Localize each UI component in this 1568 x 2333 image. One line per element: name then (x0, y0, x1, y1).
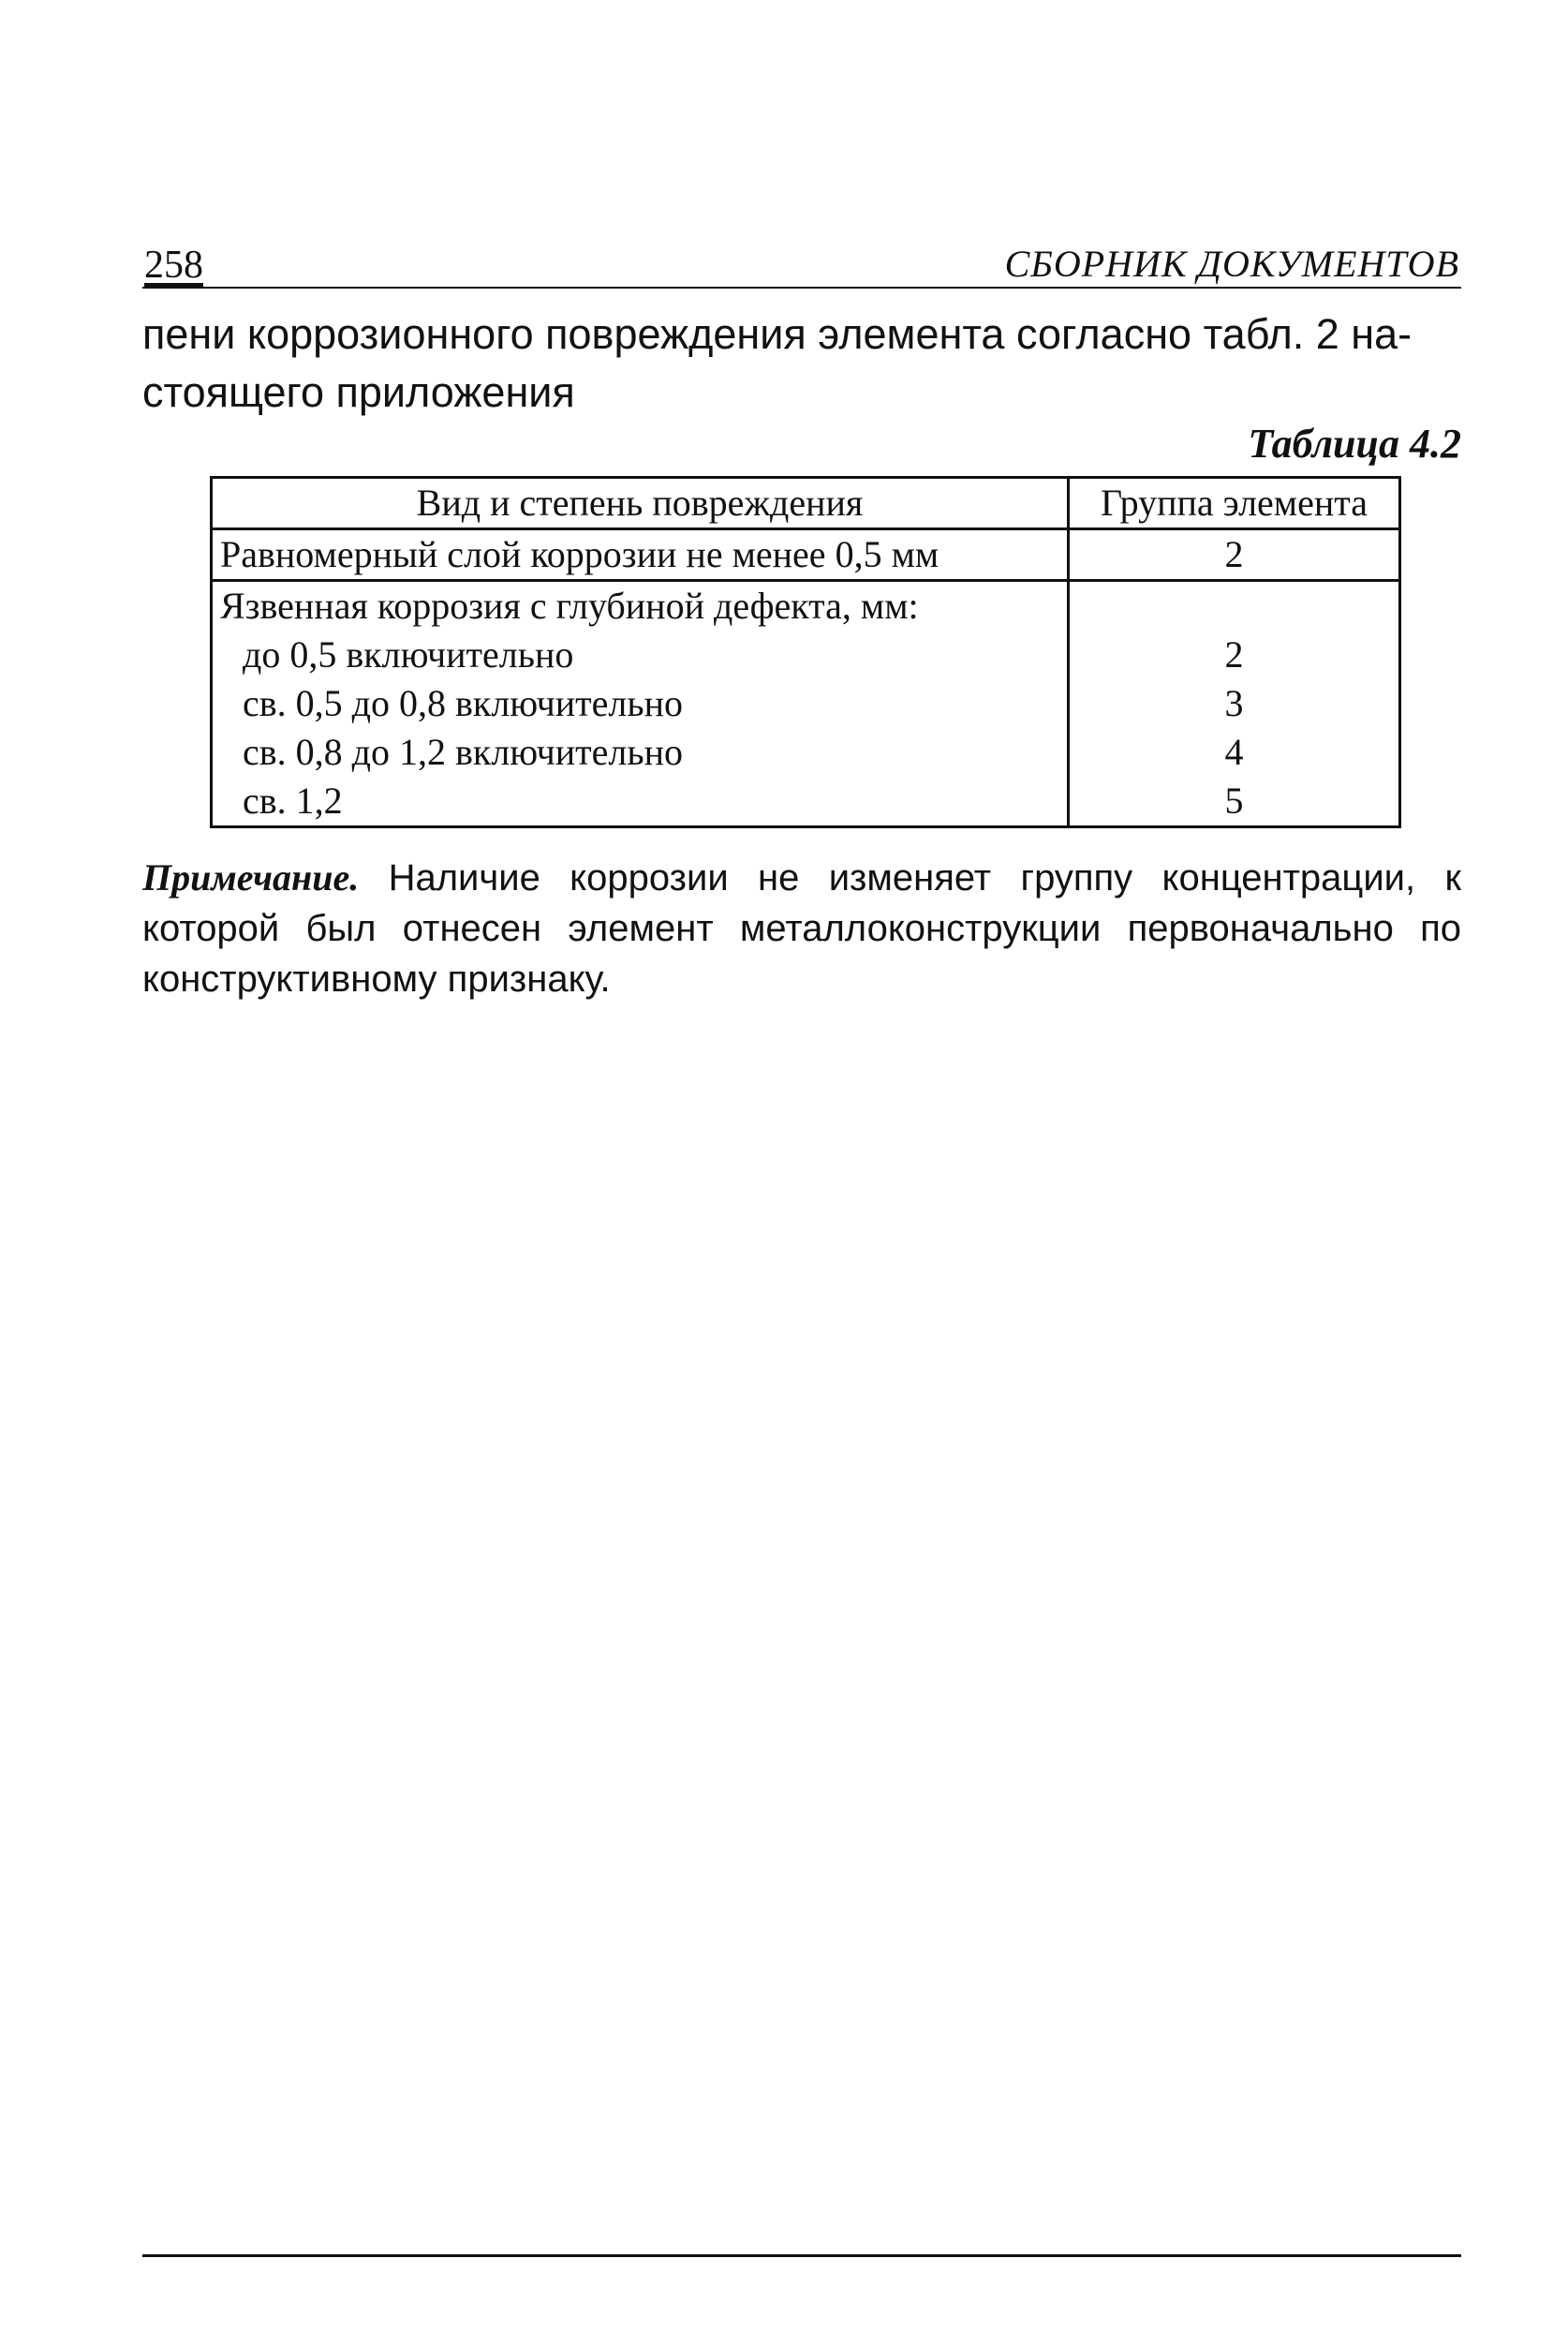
table-cell-value: 3 (1224, 682, 1244, 724)
table-row (212, 581, 1400, 827)
page-number: 258 (144, 244, 203, 287)
table-cell-value: 4 (1224, 731, 1244, 773)
table-cell-subitem: св. 0,5 до 0,8 включительно (243, 682, 683, 724)
table-cell-damage (212, 581, 1069, 827)
table-cell-damage: Равномерный слой коррозии не менее 0,5 мм (212, 529, 1069, 581)
table-header-row (212, 478, 1400, 529)
table-cell-subitem: св. 0,8 до 1,2 включительно (243, 731, 683, 773)
note-paragraph (142, 853, 1461, 1004)
intro-paragraph (142, 305, 1461, 422)
table-cell-group: 2 (1069, 529, 1400, 581)
table-cell-subitem: до 0,5 включительно (243, 633, 574, 676)
running-title: СБОРНИК ДОКУМЕНТОВ (1004, 243, 1459, 285)
table-cell-value: 5 (1224, 780, 1244, 822)
note-label: Примечание. (142, 856, 360, 899)
note-text: Наличие коррозии не изменяет группу концентрации, к которой был отнесен элемент металлоконструкции первоначально по конструктивному признаку. (142, 857, 1461, 1000)
column-header-group: Группа элемента (1069, 478, 1400, 529)
table-row (212, 529, 1400, 581)
page-header (142, 234, 1461, 289)
table-cell-value: 2 (1224, 633, 1244, 676)
table-cell-heading: Язвенная коррозия с глубиной дефекта, мм: (220, 585, 919, 627)
intro-line: пени коррозионного повреждения элемента согласно табл. 2 на- (142, 310, 1413, 358)
damage-table (210, 476, 1401, 828)
table-cell-group (1069, 581, 1400, 827)
intro-line: стоящего приложения (142, 368, 575, 416)
table-cell-subitem: св. 1,2 (243, 780, 343, 822)
column-header-damage: Вид и степень повреждения (212, 478, 1069, 529)
table-caption: Таблица 4.2 (1248, 421, 1461, 467)
footer-divider (142, 2254, 1461, 2257)
